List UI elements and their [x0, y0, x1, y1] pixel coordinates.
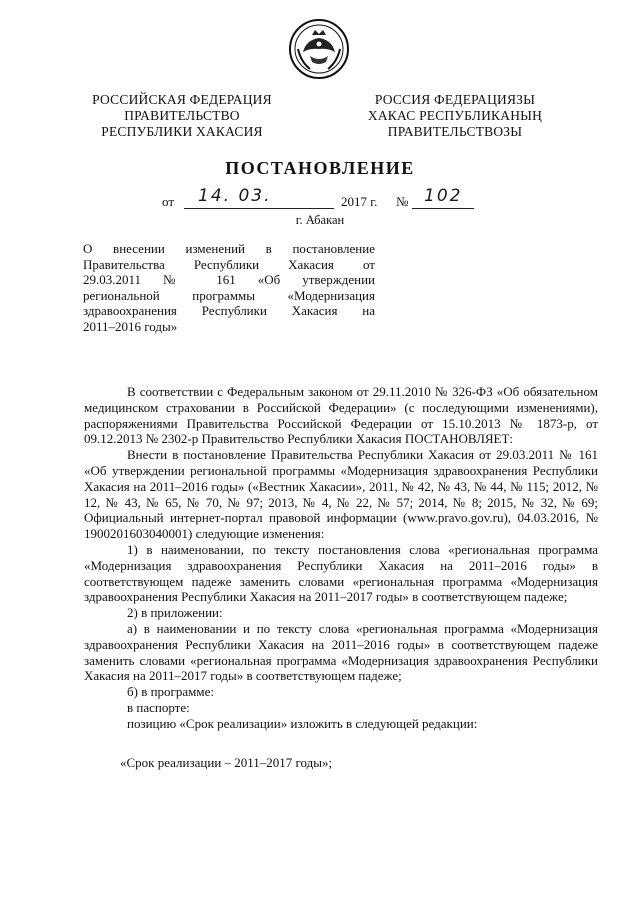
handwritten-date: 14. 03. — [198, 186, 272, 206]
date-underline — [184, 208, 334, 209]
paragraph-term-position: позицию «Срок реализации» изложить в следующей редакции: — [127, 715, 478, 731]
year-label: 2017 г. — [341, 194, 378, 209]
paragraph-item-2b: б) в программе: — [127, 684, 214, 700]
paragraph-preamble: В соответствии с Федеральным законом от 29.11.2010 № 326-ФЗ «Об обязательном медицинском страховании в Российской Федерации» (с последующими изменениями), распоряжениями Правительства Российской Федерации от 15.10.2013 № 1873-р, от 09.12.2013 № 2302-р Правительство Республики Хакасия ПОСТАНОВЛЯЕТ: — [84, 384, 598, 447]
paragraph-item-2: 2) в приложении: — [127, 605, 223, 621]
number-sign: № — [396, 194, 409, 209]
subject-line-3: 29.03.2011 № 161 «Об утверждении — [83, 272, 375, 288]
subject-line-5: здравоохранения Республики Хакасия на — [83, 303, 375, 319]
date-prefix: от — [162, 194, 175, 209]
header-left — [82, 92, 282, 140]
header-left-line-2: ПРАВИТЕЛЬСТВО — [124, 108, 240, 123]
subject-line-1: О внесении изменений в постановление — [83, 241, 375, 256]
subject-line-6: 2011–2016 годы» — [83, 318, 178, 334]
header-right-line-3: ПРАВИТЕЛЬСТВОЗЫ — [387, 124, 523, 139]
subject-line-4: региональной программы «Модернизация — [83, 287, 375, 303]
subject-block — [83, 241, 375, 335]
header-left-line-1: РОССИЙСКАЯ ФЕДЕРАЦИЯ — [92, 92, 272, 107]
date-number-line — [150, 188, 490, 212]
number-underline — [412, 208, 474, 209]
subject-line-2: Правительства Республики Хакасия от — [83, 256, 375, 272]
paragraph-passport: в паспорте: — [127, 699, 190, 715]
paragraph-item-2a: а) в наименовании и по тексту слова «региональная программа «Модернизация здравоохранения Республики Хакасия на 2011–2016 годы» в соответствующем падеже заменить словами «региональная программа «Модернизация здравоохранения Республики Хакасия на 2011–2017 годы» в соответствующем падеже; — [84, 620, 598, 684]
coat-of-arms-emblem — [288, 18, 350, 80]
header-right-line-1: РОССИЯ ФЕДЕРАЦИЯЗЫ — [374, 92, 536, 107]
header-right — [350, 92, 560, 140]
document-title: ПОСТАНОВЛЕНИЕ — [225, 158, 415, 178]
paragraph-amend-intro: Внести в постановление Правительства Республики Хакасия от 29.03.2011 № 161 «Об утверждении региональной программы «Модернизация здравоохранения Республики Хакасия на 2011–2016 годы» («Вестник Хакасии», 2011, № 42, № 43, № 44, № 115; 2012, № 12, № 43, № 65, № 70, № 97; 2013, № 4, № 22, № 57; 2014, № 8; 2015, № 32, № 69; Официальный интернет-портал правовой информации (www.pravo.gov.ru), 04.03.2016, № 1900201603040001) следующие изменения: — [84, 447, 598, 542]
header-left-line-3: РЕСПУБЛИКИ ХАКАСИЯ — [101, 124, 263, 139]
handwritten-number: 102 — [424, 186, 463, 206]
document-body — [84, 384, 598, 770]
spacer — [84, 732, 598, 755]
paragraph-item-1: 1) в наименовании, по тексту постановления слова «региональная программа «Модернизация здравоохранения Республики Хакасия на 2011–2016 годы» в соответствующем падеже заменить словами «региональная программа «Модернизация здравоохранения Республики Хакасия на 2011–2017 годы» в соответствующем падеже; — [84, 541, 598, 605]
city-label: г. Абакан — [295, 213, 345, 227]
header-right-line-2: ХАКАС РЕСПУБЛИКАНЫҢ — [367, 108, 543, 123]
paragraph-term-value: «Срок реализации – 2011–2017 годы»; — [120, 754, 333, 770]
